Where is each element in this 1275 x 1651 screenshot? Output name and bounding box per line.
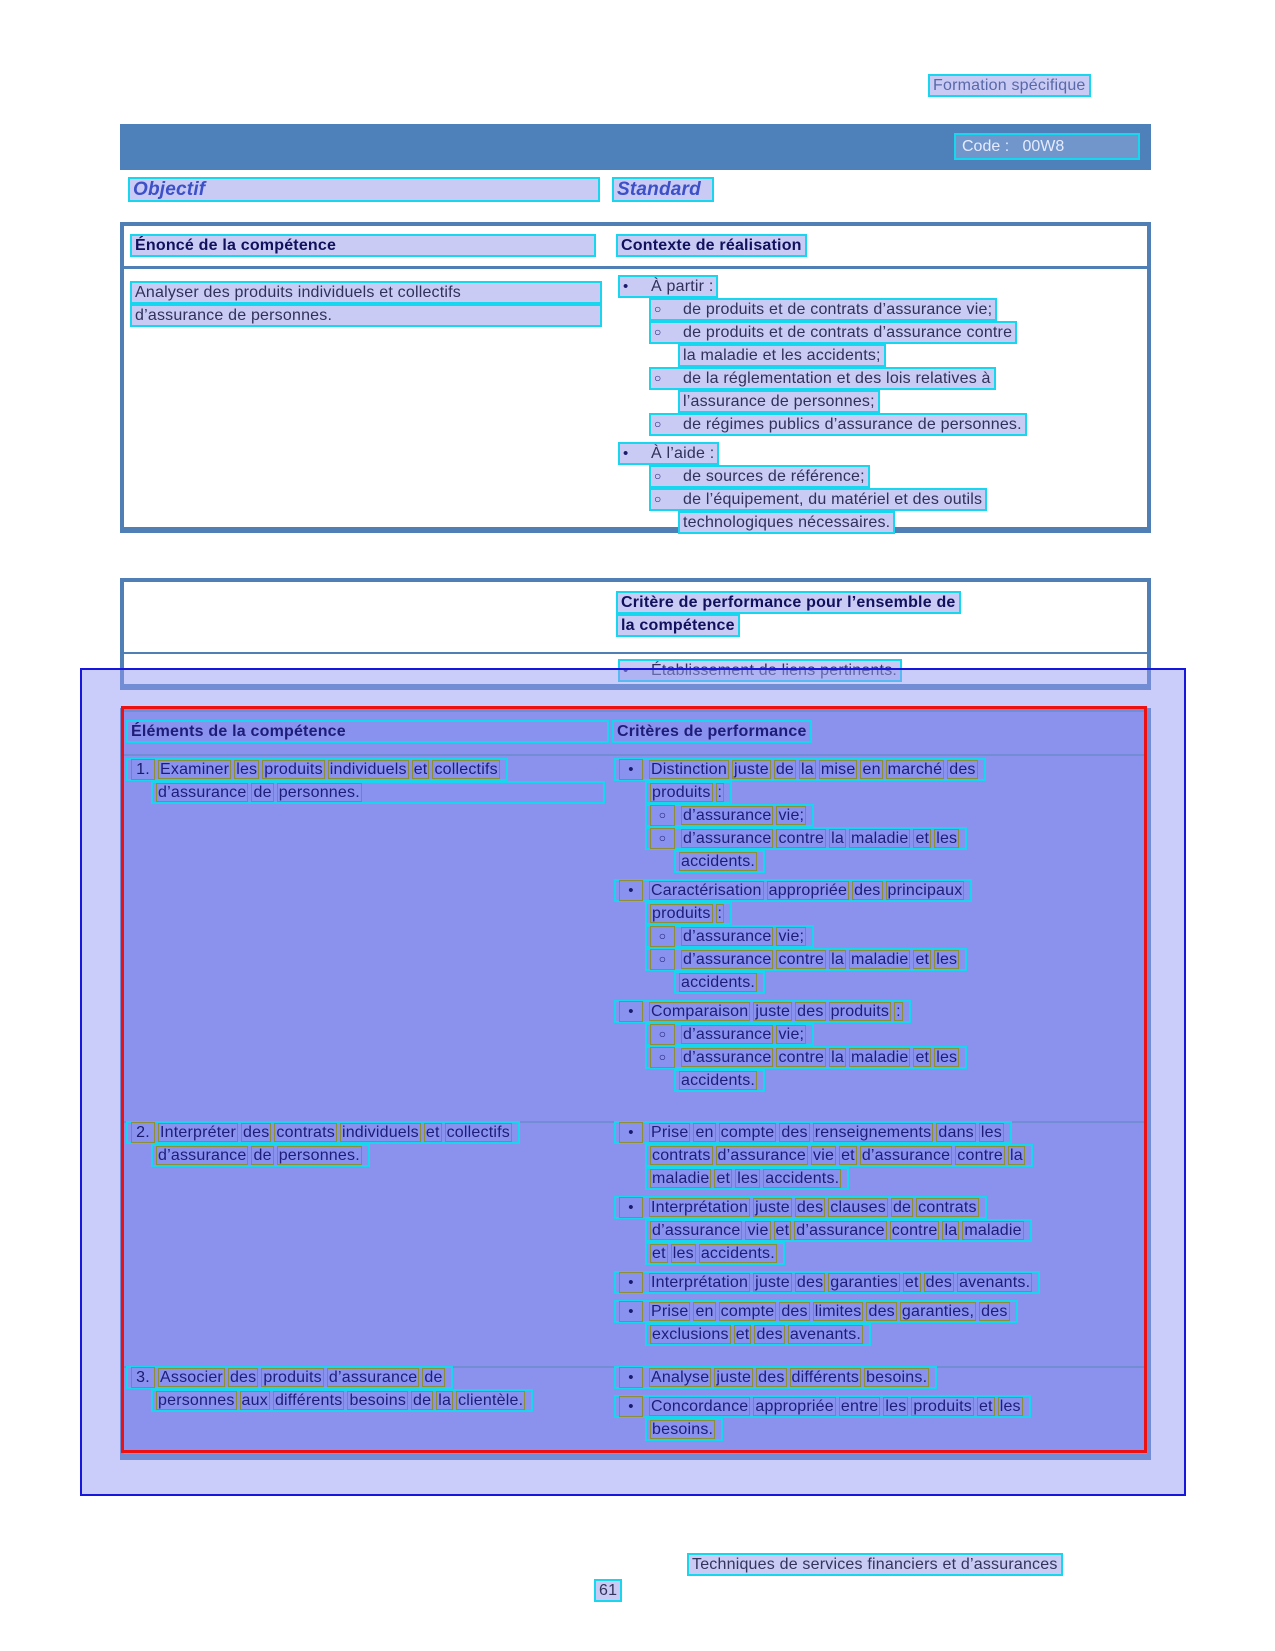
table1-header-left: Énoncé de la compétence bbox=[130, 234, 596, 257]
text-line: maladie et les accidents. bbox=[612, 1167, 1040, 1190]
red-region-box bbox=[121, 706, 1147, 1453]
text-line: Analyser des produits individuels et collectifs bbox=[130, 281, 602, 304]
text-line: ○ d’assurance vie; bbox=[612, 925, 986, 948]
table1-body-left bbox=[130, 281, 602, 327]
text-line: exclusions et des avenants. bbox=[612, 1323, 1040, 1346]
text-line: 3. Associer des produits d’assurance de bbox=[126, 1366, 533, 1389]
table1-body-right bbox=[616, 275, 1027, 534]
text-line: d’assurance de personnes. bbox=[126, 781, 605, 804]
title-bar bbox=[120, 124, 1151, 170]
objectif-label: Objectif bbox=[128, 177, 600, 202]
text-line: accidents. bbox=[612, 1069, 986, 1092]
standard-label: Standard bbox=[612, 177, 714, 202]
text-line: ○ de produits et de contrats d’assurance contre bbox=[616, 321, 1027, 344]
text-line: • Concordance appropriée entre les produits et les bbox=[612, 1395, 1031, 1418]
text-line: technologiques nécessaires. bbox=[616, 511, 1027, 534]
table2-header bbox=[124, 582, 1147, 654]
table3-header-right: Critères de performance bbox=[612, 720, 812, 743]
text-line: produits : bbox=[612, 902, 986, 925]
text-line: • Analyse juste des différents besoins. bbox=[612, 1366, 1031, 1389]
text-line: besoins. bbox=[612, 1418, 1031, 1441]
text-line: • Distinction juste de la mise en marché des bbox=[612, 758, 986, 781]
text-line: • Caractérisation appropriée des principaux bbox=[612, 879, 986, 902]
text-line: d’assurance de personnes. bbox=[130, 304, 602, 327]
objectif-standard-row bbox=[128, 177, 714, 202]
running-head bbox=[928, 74, 1091, 97]
running-head-text: Formation spécifique bbox=[928, 74, 1091, 97]
table1-header-right: Contexte de réalisation bbox=[616, 234, 807, 257]
text-line: accidents. bbox=[612, 850, 986, 873]
text-line: Critère de performance pour l’ensemble de bbox=[616, 591, 961, 614]
text-line: personnes aux différents besoins de la clientèle. bbox=[126, 1389, 533, 1412]
table-enonce-contexte bbox=[120, 222, 1151, 533]
text-line: ○ de produits et de contrats d’assurance vie; bbox=[616, 298, 1027, 321]
text-line: • À partir : bbox=[616, 275, 1027, 298]
text-line: contrats d’assurance vie et d’assurance contre la bbox=[612, 1144, 1040, 1167]
text-line: 2. Interpréter des contrats individuels et collectifs bbox=[126, 1121, 520, 1144]
text-line: ○ d’assurance vie; bbox=[612, 804, 986, 827]
text-line: ○ de la réglementation et des lois relatives à bbox=[616, 367, 1027, 390]
text-line: ○ de l’équipement, du matériel et des outils bbox=[616, 488, 1027, 511]
text-line: produits : bbox=[612, 781, 986, 804]
footer-text: Techniques de services financiers et d’assurances bbox=[687, 1553, 1063, 1576]
text-line: d’assurance de personnes. bbox=[126, 1144, 520, 1167]
text-line: • Interprétation juste des clauses de contrats bbox=[612, 1196, 1040, 1219]
text-line: ○ d’assurance contre la maladie et les bbox=[612, 1046, 986, 1069]
text-line: d’assurance vie et d’assurance contre la maladie bbox=[612, 1219, 1040, 1242]
text-line: la compétence bbox=[616, 614, 961, 637]
table1-header bbox=[124, 226, 1147, 269]
code-label: Code : 00W8 bbox=[954, 133, 1140, 160]
text-line: accidents. bbox=[612, 971, 986, 994]
text-line: • Comparaison juste des produits : bbox=[612, 1000, 986, 1023]
text-line: • À l’aide : bbox=[616, 442, 1027, 465]
page-number bbox=[594, 1579, 622, 1602]
text-line: ○ d’assurance contre la maladie et les bbox=[612, 948, 986, 971]
text-line: et les accidents. bbox=[612, 1242, 1040, 1265]
text-line: ○ d’assurance vie; bbox=[612, 1023, 986, 1046]
table2-header-right bbox=[616, 591, 961, 637]
text-line: la maladie et les accidents; bbox=[616, 344, 1027, 367]
table3-header-left: Éléments de la compétence bbox=[126, 720, 609, 743]
text-line: • Prise en compte des limites des garanties, des bbox=[612, 1300, 1040, 1323]
text-line: • Interprétation juste des garanties et des avenants. bbox=[612, 1271, 1040, 1294]
text-line: l’assurance de personnes; bbox=[616, 390, 1027, 413]
text-line: 1. Examiner les produits individuels et collectifs bbox=[126, 758, 605, 781]
page-number-text: 61 bbox=[594, 1579, 622, 1602]
text-line: ○ de régimes publics d’assurance de personnes. bbox=[616, 413, 1027, 436]
footer bbox=[687, 1553, 1063, 1576]
text-line: • Prise en compte des renseignements dans les bbox=[612, 1121, 1040, 1144]
text-line: ○ de sources de référence; bbox=[616, 465, 1027, 488]
text-line: ○ d’assurance contre la maladie et les bbox=[612, 827, 986, 850]
